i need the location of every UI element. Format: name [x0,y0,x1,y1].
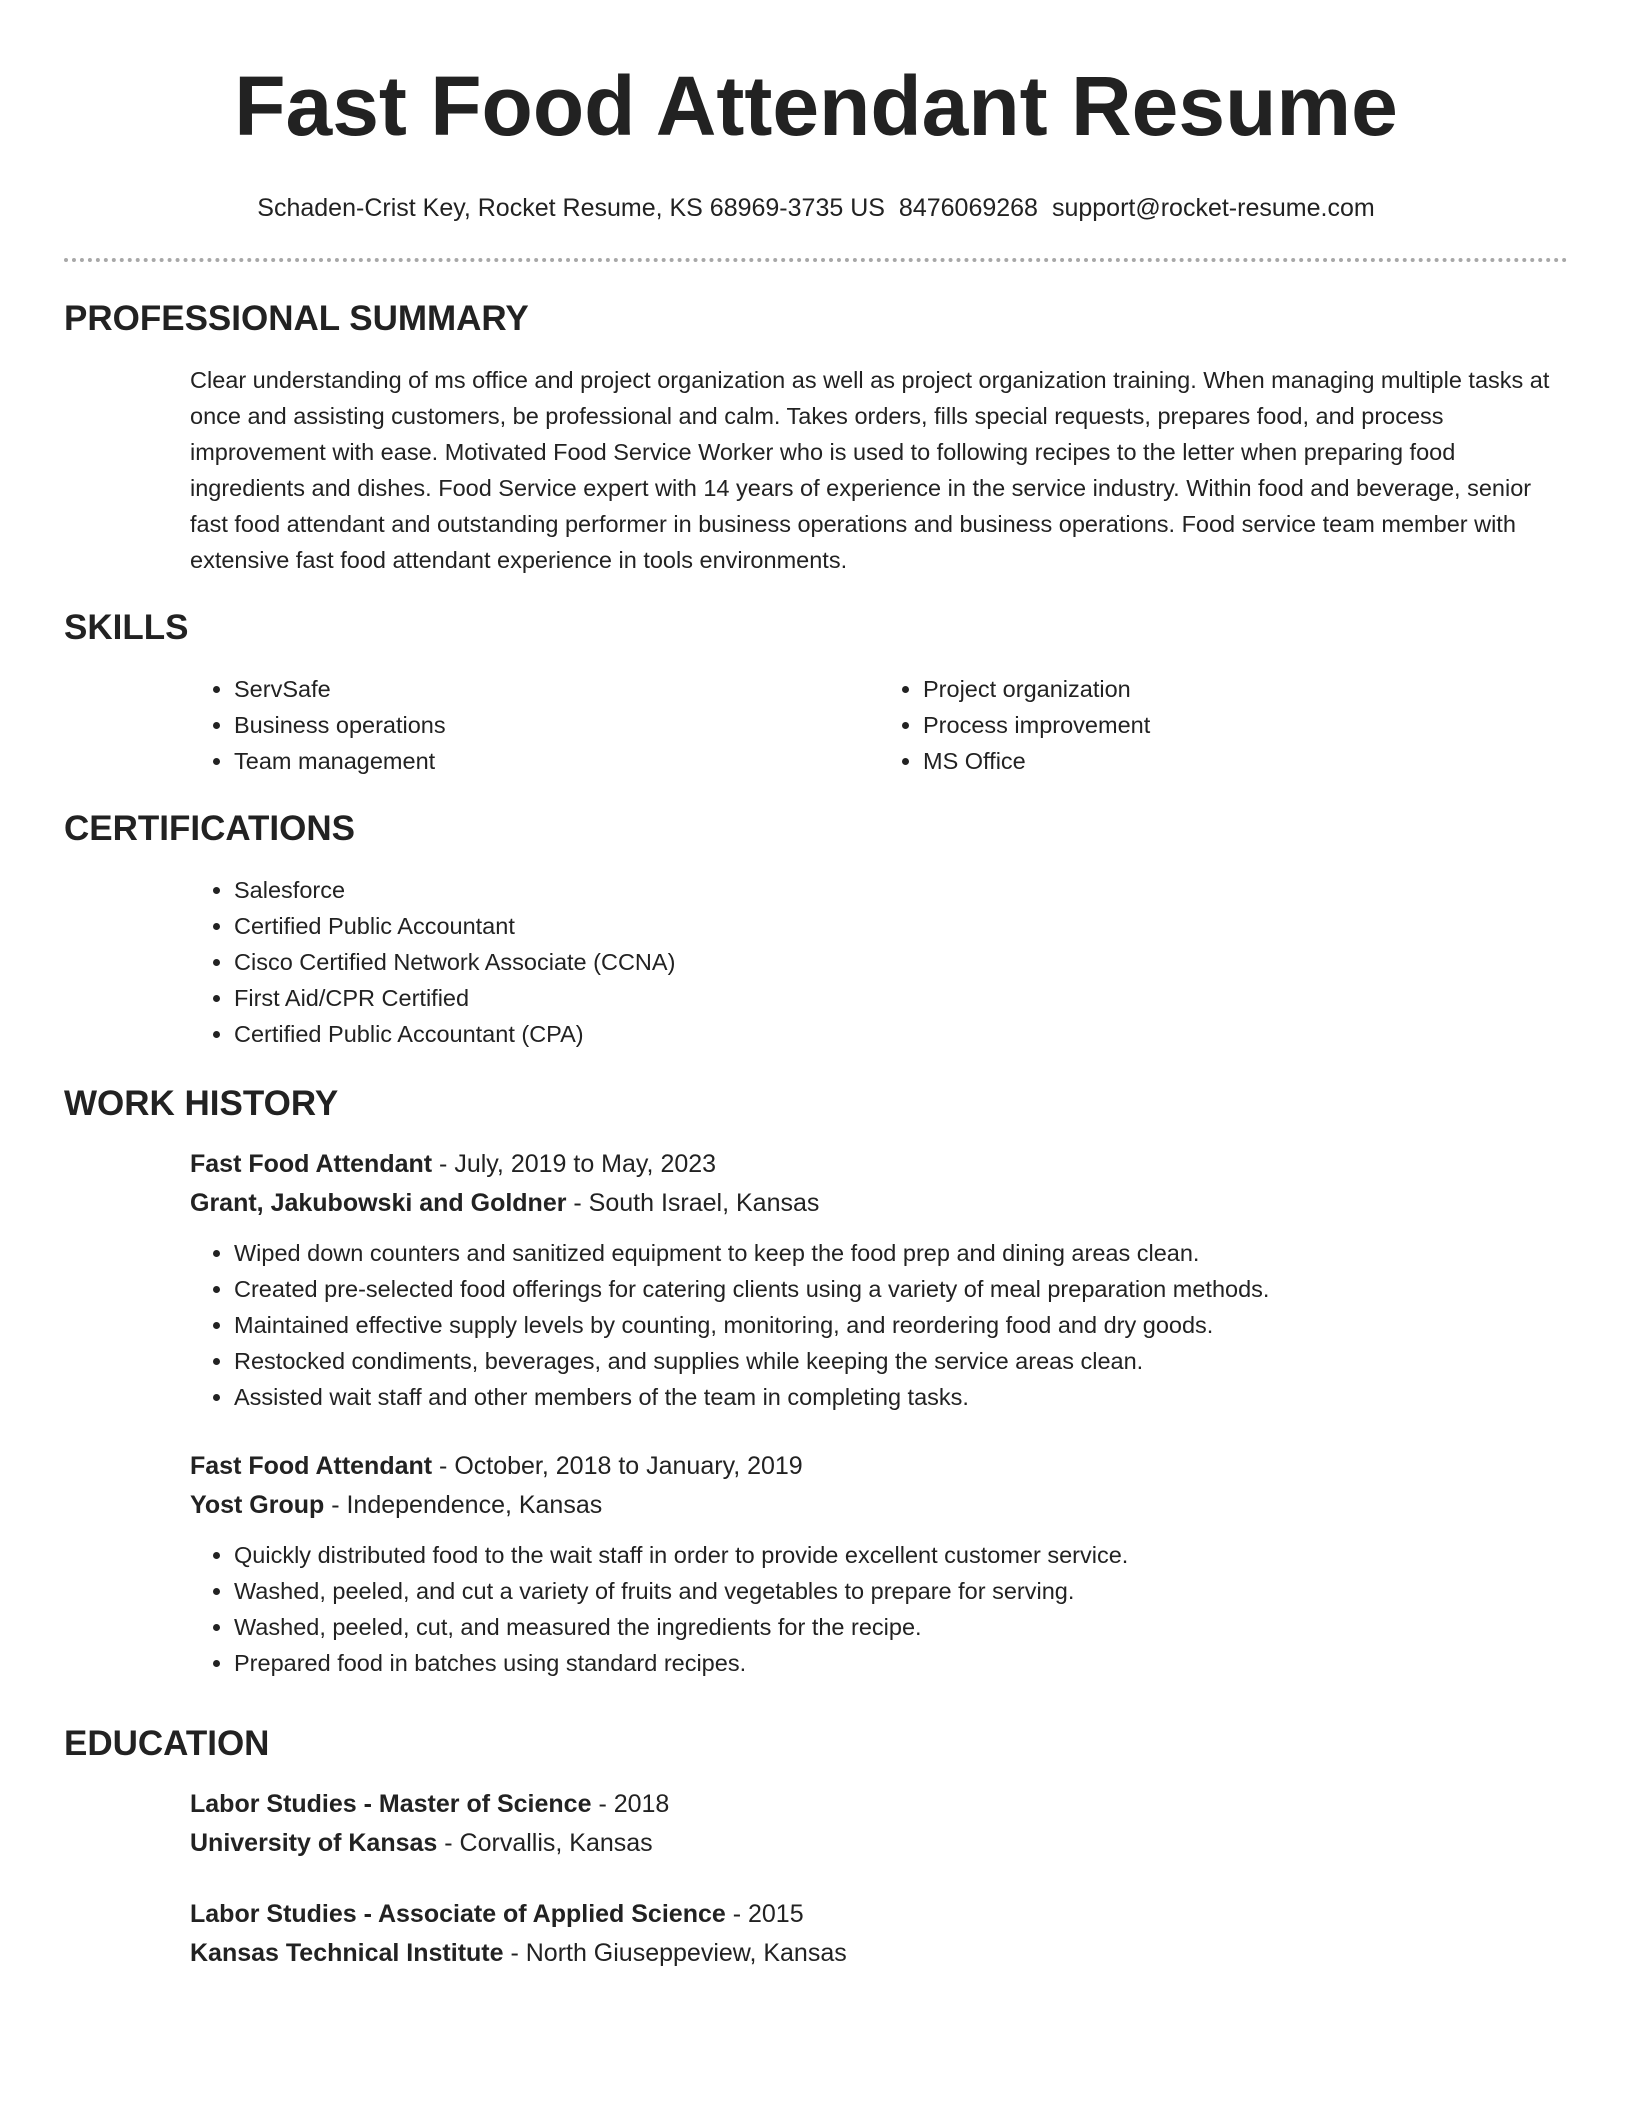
job-company: Grant, Jakubowski and Goldner [190,1189,567,1217]
degree-year: - 2015 [725,1900,804,1928]
header-divider [64,258,1568,262]
education-heading: EDUCATION [64,1724,270,1763]
work-history-heading: WORK HISTORY [64,1084,339,1123]
education-section [64,1723,1568,1973]
skills-grid [190,671,1568,779]
contact-email[interactable]: support@rocket-resume.com [1051,194,1375,222]
degree-line [190,1785,1568,1824]
school: University of Kansas [190,1829,438,1857]
work-history-section [64,1083,1568,1681]
list-item: • MS Office [923,743,1568,779]
education-entry [190,1895,1568,1973]
list-item: • ServSafe [234,671,879,707]
job-title-line [190,1447,1568,1486]
list-item: • Created pre-selected food offerings for catering clients using a variety of meal preparation methods. [234,1271,1568,1307]
job-company-line [190,1184,1568,1223]
job-duties-list [190,1537,1568,1681]
list-item: • Prepared food in batches using standard recipes. [234,1645,1568,1681]
job-dates: - October, 2018 to January, 2019 [432,1452,803,1480]
list-item: • Washed, peeled, cut, and measured the ingredients for the recipe. [234,1609,1568,1645]
degree-line [190,1895,1568,1934]
school: Kansas Technical Institute [190,1939,504,1967]
summary-section [64,298,1568,578]
list-item: • Restocked condiments, beverages, and supplies while keeping the service areas clean. [234,1343,1568,1379]
skills-list-right [879,671,1568,779]
job-dates: - July, 2019 to May, 2023 [432,1150,717,1178]
job-company-line [190,1486,1568,1525]
skills-section [64,607,1568,779]
list-item: • Maintained effective supply levels by counting, monitoring, and reordering food and dry goods. [234,1307,1568,1343]
job-location: - Independence, Kansas [324,1491,603,1519]
list-item: • First Aid/CPR Certified [234,980,1568,1016]
job-company: Yost Group [190,1491,325,1519]
list-item: • Assisted wait staff and other members of the team in completing tasks. [234,1379,1568,1415]
list-item: • Wiped down counters and sanitized equipment to keep the food prep and dining areas clean. [234,1235,1568,1271]
job-location: - South Israel, Kansas [566,1189,820,1217]
list-item: • Washed, peeled, and cut a variety of fruits and vegetables to prepare for serving. [234,1573,1568,1609]
list-item: • Quickly distributed food to the wait staff in order to provide excellent customer service. [234,1537,1568,1573]
job-entry [190,1145,1568,1415]
list-item: • Process improvement [923,707,1568,743]
school-location: - Corvallis, Kansas [437,1829,653,1857]
list-item: • Certified Public Accountant (CPA) [234,1016,1568,1052]
certifications-heading: CERTIFICATIONS [64,809,356,848]
list-item: • Certified Public Accountant [234,908,1568,944]
skills-heading: SKILLS [64,608,189,647]
contact-info [64,192,1568,224]
certifications-list [190,872,1568,1052]
skills-list-left [190,671,879,779]
summary-text: Clear understanding of ms office and project organization as well as project organization training. When managing multiple tasks at once and assisting customers, be professional and calm. Takes orders, fills special requests, prepares food, and process improvement with ease. Motivated Food Service Worker who is used to following recipes to the letter when preparing food ingredients and dishes. Food Service expert with 14 years of experience in the service industry. Within food and beverage, senior fast food attendant and outstanding performer in business operations and business operations. Food service team member with extensive fast food attendant experience in tools environments. [190,367,1550,573]
list-item: • Project organization [923,671,1568,707]
list-item: • Team management [234,743,879,779]
degree: Labor Studies - Associate of Applied Science [190,1900,726,1928]
job-duties-list [190,1235,1568,1415]
job-entry [190,1447,1568,1681]
contact-address: Schaden-Crist Key, Rocket Resume, KS 68969-3735 US [257,194,885,222]
list-item: • Cisco Certified Network Associate (CCNA) [234,944,1568,980]
certifications-section [64,808,1568,1052]
list-item: • Business operations [234,707,879,743]
school-line [190,1824,1568,1863]
page-title: Fast Food Attendant Resume [234,59,1398,153]
job-role: Fast Food Attendant [190,1150,433,1178]
list-item: • Salesforce [234,872,1568,908]
degree: Labor Studies - Master of Science [190,1790,592,1818]
contact-phone: 8476069268 [898,194,1038,222]
school-location: - North Giuseppeview, Kansas [503,1939,847,1967]
job-title-line [190,1145,1568,1184]
school-line [190,1934,1568,1973]
degree-year: - 2018 [591,1790,670,1818]
job-role: Fast Food Attendant [190,1452,433,1480]
summary-heading: PROFESSIONAL SUMMARY [64,299,529,338]
education-entry [190,1785,1568,1863]
